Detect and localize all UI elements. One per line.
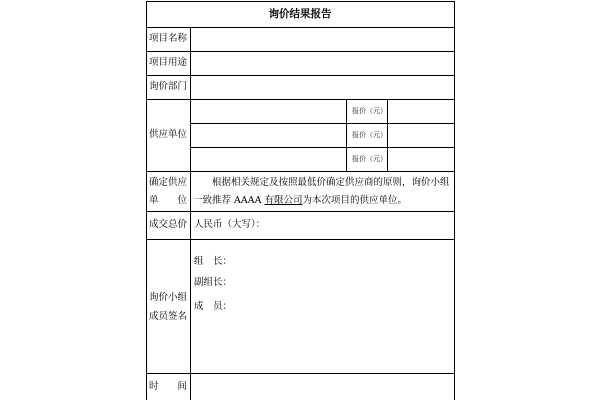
deal-price-label: 成交总价 [149, 219, 188, 230]
row-line [146, 239, 454, 240]
members-signature-label: 成 员： [194, 301, 233, 312]
recommended-company-name: 有限公司 [264, 195, 303, 206]
signatures-label-line2: 成员签名 [149, 311, 188, 322]
time-label: 时 间 [149, 381, 188, 392]
supplier-label: 供应单位 [149, 129, 188, 140]
confirm-supplier-prefix: 一致推荐 AAAA [193, 195, 265, 206]
row-line [146, 171, 454, 172]
supplier-price-label: 报价（元） [352, 107, 387, 115]
price-label-divider [346, 99, 347, 171]
border-top [146, 1, 454, 2]
form-title: 询价结果报告 [268, 8, 332, 20]
confirm-supplier-suffix: 为本次项目的供应单位。 [302, 195, 408, 206]
vice-leader-signature-label: 副组长： [194, 277, 233, 288]
supplier-sub-line [190, 147, 454, 148]
row-line [146, 211, 454, 212]
leader-signature-label: 组 长： [194, 256, 233, 267]
row-line [146, 75, 454, 76]
label-column-divider [190, 27, 191, 400]
confirm-supplier-text-line2 [193, 196, 407, 206]
row-line [146, 27, 454, 28]
border-right [454, 1, 455, 400]
inquiry-dept-label: 询价部门 [149, 81, 188, 92]
project-name-label: 项目名称 [149, 33, 188, 44]
supplier-sub-line [190, 123, 454, 124]
row-line [146, 99, 454, 100]
confirm-supplier-text-line1: 根据相关规定及按照最低价确定供应商的原则，询价小组 [212, 177, 450, 188]
signatures-label-line1: 询价小组 [149, 292, 188, 303]
supplier-price-label: 报价（元） [352, 131, 387, 139]
supplier-price-label: 报价（元） [352, 155, 387, 163]
row-line [146, 373, 454, 374]
confirm-supplier-label-line1: 确定供应 [149, 177, 188, 188]
deal-price-value: 人民币（大写）： [194, 219, 266, 230]
row-line [146, 51, 454, 52]
price-value-divider [387, 99, 388, 171]
project-use-label: 项目用途 [149, 57, 188, 68]
border-left [146, 1, 147, 400]
confirm-supplier-label-line2: 单 位 [149, 195, 188, 206]
